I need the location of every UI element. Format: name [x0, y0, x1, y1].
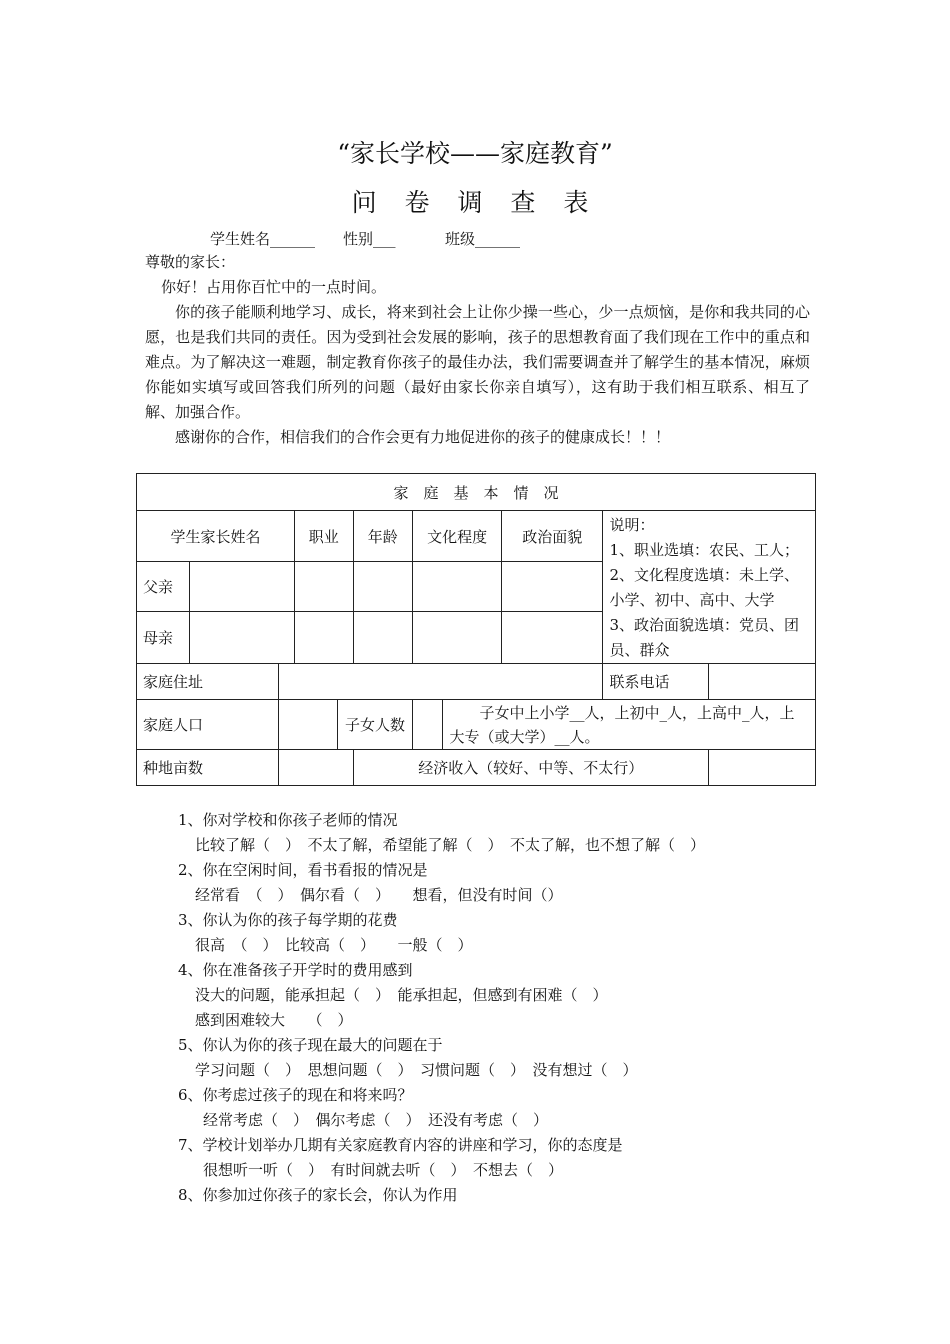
- class-field[interactable]: 班级______: [445, 230, 521, 248]
- mother-occupation-cell[interactable]: [294, 611, 353, 663]
- father-political-cell[interactable]: [502, 562, 603, 612]
- note-label: 说明：: [609, 516, 655, 534]
- table-title: 家 庭 基 本 情 况: [137, 474, 816, 511]
- question-3-options[interactable]: 很高 （ ） 比较高（ ） 一般（ ）: [195, 936, 473, 954]
- father-occupation-cell[interactable]: [294, 562, 353, 612]
- header-parent-name: 学生家长姓名: [137, 511, 295, 562]
- question-1-options[interactable]: 比较了解（ ） 不太了解，希望能了解（ ） 不太了解，也不想了解（ ）: [195, 836, 706, 854]
- gender-field[interactable]: 性别___: [343, 230, 396, 248]
- question-6-options[interactable]: 经常考虑（ ） 偶尔考虑（ ） 还没有考虑（ ）: [203, 1111, 549, 1129]
- children-count-label: 子女人数: [337, 700, 412, 750]
- father-age-cell[interactable]: [353, 562, 413, 612]
- mother-education-cell[interactable]: [413, 611, 502, 663]
- mother-label: 母亲: [137, 611, 190, 663]
- address-label: 家庭住址: [137, 664, 279, 700]
- question-7-options[interactable]: 很想听一听（ ） 有时间就去听（ ） 不想去（ ）: [203, 1161, 564, 1179]
- header-political: 政治面貌: [502, 511, 603, 562]
- mother-name-cell[interactable]: [190, 611, 295, 663]
- family-info-table: [136, 473, 816, 786]
- question-6: 6、你考虑过孩子的现在和将来吗？: [178, 1086, 413, 1104]
- farmland-cell[interactable]: [279, 750, 353, 786]
- address-cell[interactable]: [279, 664, 603, 700]
- greeting: 你好！占用你百忙中的一点时间。: [161, 278, 387, 296]
- income-label: 经济收入（较好、中等、不太行）: [353, 750, 709, 786]
- header-age: 年龄: [353, 511, 413, 562]
- phone-label: 联系电话: [603, 664, 709, 700]
- children-count-cell[interactable]: [413, 700, 443, 750]
- student-name-field[interactable]: 学生姓名______: [210, 230, 316, 248]
- question-4-options-2[interactable]: 感到困难较大 （ ）: [195, 1011, 353, 1029]
- population-cell[interactable]: [279, 700, 338, 750]
- question-8: 8、你参加过你孩子的家长会，你认为作用: [178, 1186, 458, 1204]
- mother-political-cell[interactable]: [502, 611, 603, 663]
- page-subtitle: 问 卷 调 查 表: [351, 188, 599, 217]
- table-note: [603, 511, 816, 664]
- father-name-cell[interactable]: [190, 562, 295, 612]
- question-1: 1、你对学校和你孩子老师的情况: [178, 811, 398, 829]
- letter-body: 你的孩子能顺利地学习、成长，将来到社会上让你少操一些心，少一点烦恼，是你和我共同的心愿，也是我们共同的责任。因为受到社会发展的影响，孩子的思想教育面了我们现在工作中的重点和难点。为了解决这一难题，制定教育你孩子的最佳办法，我们需要调查并了解学生的基本情况，麻烦你能如实填写或回答我们所列的问题（最好由家长你亲自填写），这有助于我们相互联系、相互了解、加强合作。: [145, 303, 810, 421]
- question-7: 7、学校计划举办几期有关家庭教育内容的讲座和学习，你的态度是: [178, 1136, 623, 1154]
- question-5-options[interactable]: 学习问题（ ） 思想问题（ ） 习惯问题（ ） 没有想过（ ）: [195, 1061, 638, 1079]
- mother-age-cell[interactable]: [353, 611, 413, 663]
- farmland-label: 种地亩数: [137, 750, 279, 786]
- question-2-options[interactable]: 经常看 （ ） 偶尔看（ ） 想看，但没有时间（）: [195, 886, 563, 904]
- header-education: 文化程度: [413, 511, 502, 562]
- phone-cell[interactable]: [709, 664, 816, 700]
- salutation: 尊敬的家长：: [145, 253, 236, 271]
- children-detail: 子女中上小学__人，上初中_人，上高中_人，上大专（或大学）__人。: [443, 700, 816, 750]
- question-4-options[interactable]: 没大的问题，能承担起（ ） 能承担起，但感到有困难（ ）: [195, 986, 608, 1004]
- note-line-2: 2、文化程度选填：未上学、小学、初中、高中、大学: [609, 566, 800, 609]
- header-occupation: 职业: [294, 511, 353, 562]
- question-4: 4、你在准备孩子开学时的费用感到: [178, 961, 413, 979]
- question-5: 5、你认为你的孩子现在最大的问题在于: [178, 1036, 443, 1054]
- income-cell[interactable]: [709, 750, 816, 786]
- population-label: 家庭人口: [137, 700, 279, 750]
- father-education-cell[interactable]: [413, 562, 502, 612]
- letter-thanks: 感谢你的合作，相信我们的合作会更有力地促进你的孩子的健康成长！！！: [175, 428, 671, 446]
- note-line-1: 1、职业选填：农民、工人；: [609, 541, 800, 559]
- father-label: 父亲: [137, 562, 190, 612]
- note-line-3: 3、政治面貌选填：党员、团员、群众: [609, 616, 800, 659]
- question-3: 3、你认为你的孩子每学期的花费: [178, 911, 398, 929]
- question-2: 2、你在空闲时间，看书看报的情况是: [178, 861, 428, 879]
- page-title: “家长学校——家庭教育”: [337, 139, 613, 168]
